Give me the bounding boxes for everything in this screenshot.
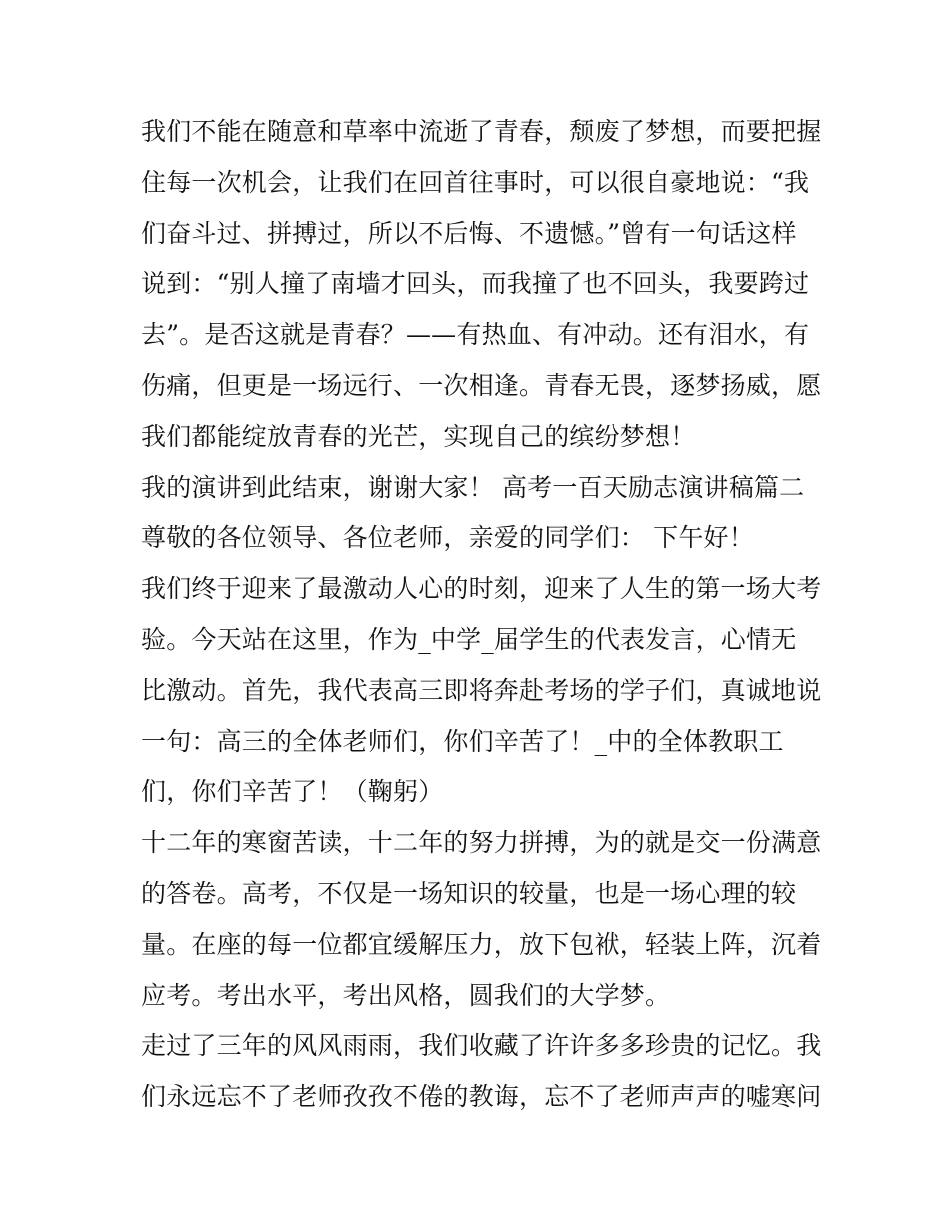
text-line: 我们不能在随意和草率中流逝了青春，颓废了梦想，而要把握 (141, 117, 822, 146)
body-text (141, 107, 821, 1123)
text-line: 我们终于迎来了最激动人心的时刻，迎来了人生的第一场大考 (141, 574, 822, 604)
text-line: 伤痛，但更是一场远行、一次相逢。青春无畏，逐梦扬威，愿 (141, 370, 822, 400)
text-line: 我们都能绽放青春的光芒，实现自己的缤纷梦想！ (141, 421, 696, 451)
text-line: 应考。考出水平，考出风格，圆我们的大学梦。 (141, 980, 671, 1010)
text-line: 走过了三年的风风雨雨，我们收藏了许许多多珍贵的记忆。我 (141, 1031, 822, 1061)
text-line: 们奋斗过、拼搏过，所以不后悔、不遗憾。”曾有一句话这样 (141, 218, 797, 248)
text-line: 去”。是否这就是青春？——有热血、有冲动。还有泪水，有 (141, 320, 810, 350)
text-line: 尊敬的各位领导、各位老师，亲爱的同学们： 下午好！ (141, 523, 754, 553)
text-line: 我的演讲到此结束，谢谢大家！ 高考一百天励志演讲稿篇二 (141, 472, 805, 502)
text-line: 量。在座的每一位都宜缓解压力，放下包袱，轻装上阵，沉着 (141, 929, 822, 959)
text-line: 的答卷。高考，不仅是一场知识的较量，也是一场心理的较 (141, 878, 797, 908)
text-line: 们永远忘不了老师孜孜不倦的教诲，忘不了老师声声的嘘寒问 (141, 1082, 822, 1112)
text-line: 验。今天站在这里，作为_中学_届学生的代表发言，心情无 (141, 624, 797, 654)
text-line: 一句：高三的全体老师们，你们辛苦了！_中的全体教职工 (141, 726, 784, 756)
text-line: 们，你们辛苦了！（鞠躬） (141, 777, 444, 807)
text-line: 说到：“别人撞了南墙才回头，而我撞了也不回头，我要跨过 (141, 269, 810, 299)
text-line: 比激动。首先，我代表高三即将奔赴考场的学子们，真诚地说 (141, 675, 822, 705)
text-line: 住每一次机会，让我们在回首往事时，可以很自豪地说：“我 (141, 167, 810, 197)
text-line: 十二年的寒窗苦读，十二年的努力拼搏，为的就是交一份满意 (141, 828, 822, 858)
